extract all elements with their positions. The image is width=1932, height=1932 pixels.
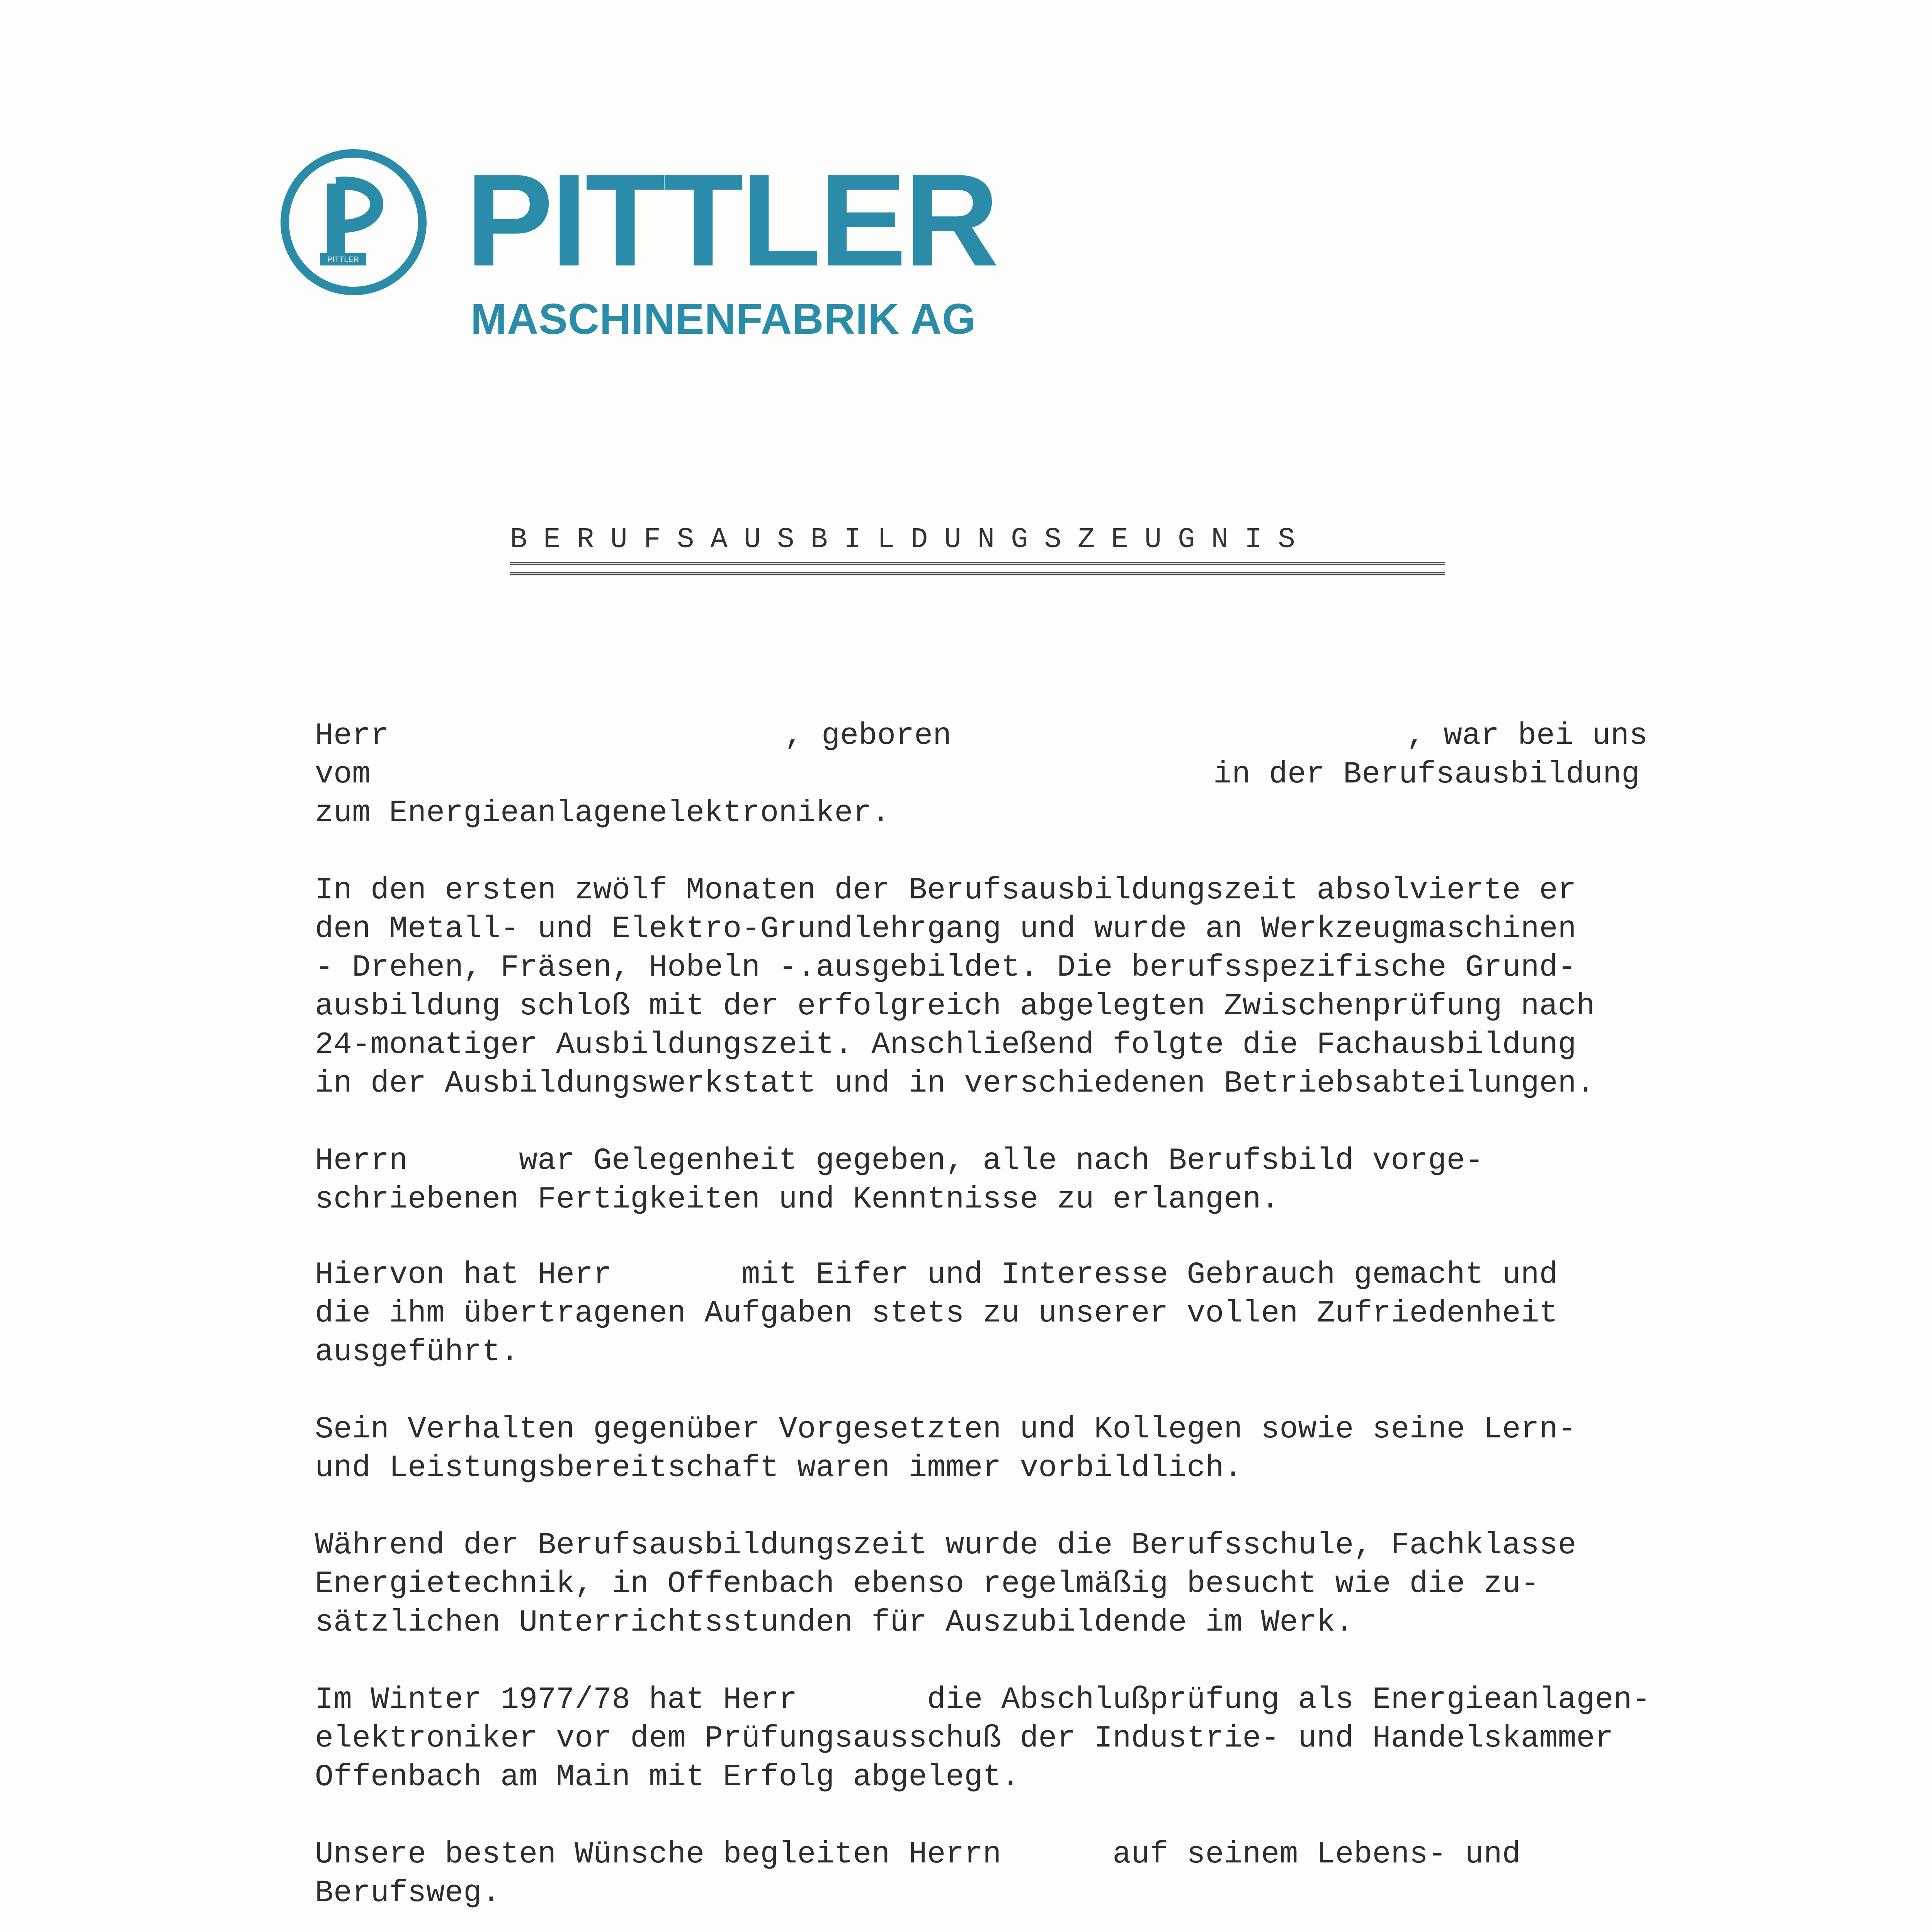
paragraph-line: Energietechnik, in Offenbach ebenso regelmäßig besucht wie die zu-	[315, 1566, 1539, 1602]
paragraph-line: Berufsweg.	[315, 1876, 501, 1911]
document-title: BERUFSAUSBILDUNGSZEUGNIS	[510, 524, 1311, 556]
pittler-logo-icon	[278, 147, 429, 298]
paragraph-line: Hiervon hat Herr mit Eifer und Interesse Gebrauch gemacht und	[315, 1257, 1558, 1293]
paragraph-line: Offenbach am Main mit Erfolg abgelegt.	[315, 1760, 1020, 1795]
intro-war-bei-uns: , war bei uns	[1406, 718, 1648, 753]
paragraph-line: Während der Berufsausbildungszeit wurde die Berufsschule, Fachklasse	[315, 1528, 1577, 1563]
intro-vom: vom	[315, 757, 371, 792]
intro-beruf: zum Energieanlagenelektroniker.	[315, 796, 890, 831]
paragraph-line: in der Ausbildungswerkstatt und in verschiedenen Betriebsabteilungen.	[315, 1066, 1595, 1101]
paragraph-line: elektroniker vor dem Prüfungsausschuß der Industrie- und Handelskammer	[315, 1721, 1614, 1756]
paragraph-gelegenheit	[315, 1142, 1484, 1219]
intro-geboren: , geboren	[784, 718, 952, 753]
paragraph-line: die ihm übertragenen Aufgaben stets zu unserer vollen Zufriedenheit	[315, 1296, 1558, 1331]
paragraph-line: - Drehen, Fräsen, Hobeln -.ausgebildet. Die berufsspezifische Grund-	[315, 950, 1577, 985]
paragraph-line: Herrn war Gelegenheit gegeben, alle nach Berufsbild vorge-	[315, 1143, 1484, 1179]
paragraph-line: den Metall- und Elektro-Grundlehrgang und wurde an Werkzeugmaschinen	[315, 912, 1577, 947]
paragraph-line: schriebenen Fertigkeiten und Kenntnisse zu erlangen.	[315, 1182, 1280, 1217]
intro-herr: Herr	[315, 718, 389, 753]
paragraph-line: In den ersten zwölf Monaten der Berufsausbildungszeit absolvierte er	[315, 873, 1577, 908]
paragraph-ausbildung	[315, 871, 1595, 1103]
paragraph-line: Im Winter 1977/78 hat Herr die Abschlußprüfung als Energieanlagen-	[315, 1682, 1651, 1718]
paragraph-berufsschule	[315, 1526, 1577, 1642]
intro-berufsausbildung: in der Berufsausbildung	[1213, 757, 1640, 792]
paragraph-abschlusspruefung	[315, 1681, 1651, 1797]
paragraph-line: sätzlichen Unterrichtsstunden für Auszubildende im Werk.	[315, 1605, 1354, 1640]
brand-subtitle: MASCHINENFABRIK AG	[471, 295, 976, 343]
paragraph-line: Unsere besten Wünsche begleiten Herrn auf seinem Lebens- und	[315, 1837, 1521, 1872]
paragraph-line: ausgeführt.	[315, 1335, 519, 1370]
paragraph-eifer	[315, 1256, 1558, 1372]
logo-small-text: PITTLER	[327, 255, 359, 264]
title-underline	[510, 562, 1445, 575]
paragraph-verhalten	[315, 1410, 1577, 1488]
paragraph-line: und Leistungsbereitschaft waren immer vorbildlich.	[315, 1451, 1243, 1486]
paragraph-line: 24-monatiger Ausbildungszeit. Anschließend folgte die Fachausbildung	[315, 1027, 1577, 1063]
paragraph-line: Sein Verhalten gegenüber Vorgesetzten und Kollegen sowie seine Lern-	[315, 1412, 1577, 1447]
brand-name: PITTLER	[466, 147, 997, 294]
paragraph-wuensche	[315, 1835, 1521, 1913]
paragraph-line: ausbildung schloß mit der erfolgreich abgelegten Zwischenprüfung nach	[315, 989, 1595, 1024]
